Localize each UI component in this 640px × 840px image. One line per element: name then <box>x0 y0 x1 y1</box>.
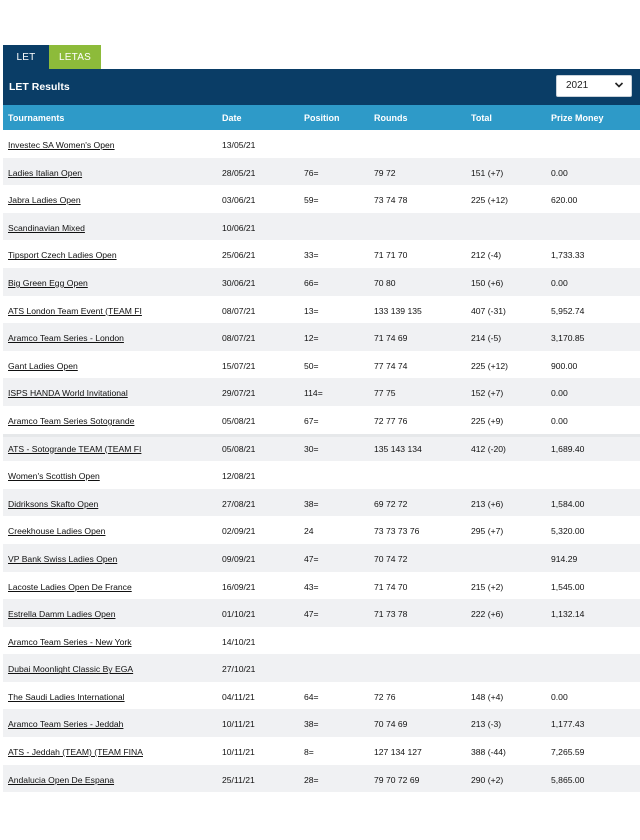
position-cell: 59= <box>304 195 319 206</box>
prize-money-cell: 5,952.74 <box>551 305 585 316</box>
tournament-link[interactable]: Creekhouse Ladies Open <box>8 526 106 537</box>
tournament-link[interactable]: Ladies Italian Open <box>8 167 83 178</box>
position-cell: 64= <box>304 691 319 702</box>
results-table-body <box>3 130 640 792</box>
tournament-link[interactable]: Andalucia Open De Espana <box>8 774 115 785</box>
table-row <box>3 158 640 186</box>
date-cell: 14/10/21 <box>222 636 256 647</box>
rounds-cell: 135 143 134 <box>374 443 422 454</box>
date-cell: 27/10/21 <box>222 664 256 675</box>
table-row <box>3 406 640 434</box>
total-cell: 295 (+7) <box>471 526 504 537</box>
prize-money-cell: 0.00 <box>551 388 568 399</box>
total-cell: 148 (+4) <box>471 691 504 702</box>
position-cell: 47= <box>304 553 319 564</box>
rounds-cell: 71 71 70 <box>374 250 408 261</box>
prize-money-cell: 900.00 <box>551 360 578 371</box>
column-header-rounds: Rounds <box>374 113 408 123</box>
total-cell: 151 (+7) <box>471 167 504 178</box>
tournament-link[interactable]: ATS - Sotogrande TEAM (TEAM FI <box>8 443 142 454</box>
table-row <box>3 378 640 406</box>
prize-money-cell: 0.00 <box>551 277 568 288</box>
tournament-link[interactable]: Jabra Ladies Open <box>8 195 81 206</box>
date-cell: 10/06/21 <box>222 222 256 233</box>
date-cell: 03/06/21 <box>222 195 256 206</box>
rounds-cell: 69 72 72 <box>374 498 408 509</box>
prize-money-cell: 1,584.00 <box>551 498 585 509</box>
year-select[interactable] <box>556 75 632 97</box>
position-cell: 76= <box>304 167 319 178</box>
position-cell: 50= <box>304 360 319 371</box>
position-cell: 38= <box>304 498 319 509</box>
position-cell: 38= <box>304 719 319 730</box>
table-row <box>3 351 640 379</box>
tournament-link[interactable]: VP Bank Swiss Ladies Open <box>8 553 118 564</box>
position-cell: 30= <box>304 443 319 454</box>
rounds-cell: 70 74 72 <box>374 553 408 564</box>
table-row <box>3 627 640 655</box>
date-cell: 02/09/21 <box>222 526 256 537</box>
date-cell: 13/05/21 <box>222 140 256 150</box>
tournament-link[interactable]: Aramco Team Series - Jeddah <box>8 719 124 730</box>
table-header <box>3 105 640 130</box>
date-cell: 08/07/21 <box>222 333 256 344</box>
tab-bar <box>3 45 101 69</box>
rounds-cell: 127 134 127 <box>374 747 422 758</box>
table-row <box>3 461 640 489</box>
tournament-link[interactable]: Aramco Team Series - New York <box>8 636 132 647</box>
total-cell: 212 (-4) <box>471 250 502 261</box>
column-header-tournaments: Tournaments <box>8 113 65 123</box>
rounds-cell: 70 80 <box>374 277 396 288</box>
date-cell: 05/08/21 <box>222 415 256 426</box>
tournament-link[interactable]: Gant Ladies Open <box>8 360 78 371</box>
date-cell: 04/11/21 <box>222 691 255 702</box>
prize-money-cell: 7,265.59 <box>551 747 585 758</box>
tournament-link[interactable]: ATS London Team Event (TEAM FI <box>8 305 142 316</box>
position-cell: 8= <box>304 747 314 758</box>
date-cell: 25/06/21 <box>222 250 256 261</box>
position-cell: 43= <box>304 581 319 592</box>
table-row <box>3 185 640 213</box>
total-cell: 215 (+2) <box>471 581 504 592</box>
date-cell: 29/07/21 <box>222 388 256 399</box>
prize-money-cell: 620.00 <box>551 195 578 206</box>
prize-money-cell: 1,132.14 <box>551 609 585 620</box>
prize-money-cell: 914.29 <box>551 553 578 564</box>
date-cell: 10/11/21 <box>222 719 255 730</box>
chevron-down-icon <box>614 80 624 90</box>
table-row <box>3 516 640 544</box>
position-cell: 47= <box>304 609 319 620</box>
column-header-position: Position <box>304 113 340 123</box>
total-cell: 225 (+9) <box>471 415 504 426</box>
date-cell: 09/09/21 <box>222 553 256 564</box>
table-row <box>3 737 640 765</box>
row-divider <box>3 434 640 437</box>
prize-money-cell: 1,733.33 <box>551 250 585 261</box>
column-header-date: Date <box>222 113 242 123</box>
prize-money-cell: 0.00 <box>551 415 568 426</box>
page-title: LET Results <box>9 81 70 93</box>
date-cell: 15/07/21 <box>222 360 256 371</box>
prize-money-cell: 5,320.00 <box>551 526 585 537</box>
table-row <box>3 572 640 600</box>
prize-money-cell: 0.00 <box>551 691 568 702</box>
table-row <box>3 489 640 517</box>
total-cell: 407 (-31) <box>471 305 506 316</box>
tournament-link[interactable]: Dubai Moonlight Classic By EGA <box>8 664 134 675</box>
prize-money-cell: 1,689.40 <box>551 443 585 454</box>
rounds-cell: 70 74 69 <box>374 719 408 730</box>
date-cell: 16/09/21 <box>222 581 256 592</box>
total-cell: 152 (+7) <box>471 388 504 399</box>
table-row <box>3 323 640 351</box>
table-row <box>3 599 640 627</box>
prize-money-cell: 1,177.43 <box>551 719 585 730</box>
rounds-cell: 72 76 <box>374 691 396 702</box>
tournament-link[interactable]: ISPS HANDA World Invitational <box>8 388 128 399</box>
tournament-link[interactable]: Women's Scottish Open <box>8 471 100 482</box>
column-header-prize-money: Prize Money <box>551 113 604 123</box>
rounds-cell: 72 77 76 <box>374 415 408 426</box>
tournament-link[interactable]: Tipsport Czech Ladies Open <box>8 250 117 261</box>
position-cell: 33= <box>304 250 319 261</box>
position-cell: 114= <box>304 388 323 399</box>
total-cell: 213 (-3) <box>471 719 502 730</box>
tab-let[interactable]: LET <box>3 45 49 69</box>
tournament-link[interactable]: Aramco Team Series - London <box>8 333 124 344</box>
prize-money-cell: 5,865.00 <box>551 774 585 785</box>
table-row <box>3 296 640 324</box>
total-cell: 225 (+12) <box>471 195 509 206</box>
position-cell: 24 <box>304 526 314 537</box>
tournament-link[interactable]: Investec SA Women's Open <box>8 140 115 150</box>
table-row <box>3 213 640 241</box>
total-cell: 225 (+12) <box>471 360 509 371</box>
tournament-link[interactable]: Didriksons Skafto Open <box>8 498 99 509</box>
tournament-link[interactable]: Big Green Egg Open <box>8 277 88 288</box>
results-header <box>3 69 640 105</box>
tab-letas[interactable]: LETAS <box>49 45 101 69</box>
total-cell: 214 (-5) <box>471 333 502 344</box>
rounds-cell: 77 74 74 <box>374 360 408 371</box>
date-cell: 28/05/21 <box>222 167 256 178</box>
position-cell: 12= <box>304 333 319 344</box>
rounds-cell: 77 75 <box>374 388 396 399</box>
position-cell: 13= <box>304 305 319 316</box>
date-cell: 10/11/21 <box>222 747 255 758</box>
table-row <box>3 240 640 268</box>
table-row <box>3 709 640 737</box>
tournament-link[interactable]: Scandinavian Mixed <box>8 222 85 233</box>
rounds-cell: 73 73 73 76 <box>374 526 420 537</box>
date-cell: 27/08/21 <box>222 498 256 509</box>
date-cell: 12/08/21 <box>222 471 256 482</box>
rounds-cell: 71 74 70 <box>374 581 408 592</box>
table-row <box>3 434 640 462</box>
position-cell: 67= <box>304 415 319 426</box>
table-row <box>3 765 640 793</box>
table-row <box>3 682 640 710</box>
total-cell: 412 (-20) <box>471 443 506 454</box>
prize-money-cell: 0.00 <box>551 167 568 178</box>
position-cell: 66= <box>304 277 319 288</box>
table-row <box>3 268 640 296</box>
column-header-total: Total <box>471 113 492 123</box>
total-cell: 290 (+2) <box>471 774 504 785</box>
rounds-cell: 71 73 78 <box>374 609 408 620</box>
total-cell: 150 (+6) <box>471 277 504 288</box>
year-select-value: 2021 <box>566 80 589 91</box>
tournament-link[interactable]: The Saudi Ladies International <box>8 691 125 702</box>
total-cell: 388 (-44) <box>471 747 506 758</box>
tournament-link[interactable]: ATS - Jeddah (TEAM) (TEAM FINA <box>8 747 143 758</box>
prize-money-cell: 3,170.85 <box>551 333 585 344</box>
rounds-cell: 73 74 78 <box>374 195 408 206</box>
total-cell: 222 (+6) <box>471 609 504 620</box>
tournament-link[interactable]: Aramco Team Series Sotogrande <box>8 415 135 426</box>
date-cell: 01/10/21 <box>222 609 256 620</box>
date-cell: 25/11/21 <box>222 774 255 785</box>
rounds-cell: 79 72 <box>374 167 396 178</box>
rounds-cell: 133 139 135 <box>374 305 422 316</box>
rounds-cell: 71 74 69 <box>374 333 408 344</box>
tournament-link[interactable]: Estrella Damm Ladies Open <box>8 609 116 620</box>
date-cell: 08/07/21 <box>222 305 256 316</box>
table-row <box>3 654 640 682</box>
table-row <box>3 130 640 158</box>
position-cell: 28= <box>304 774 319 785</box>
rounds-cell: 79 70 72 69 <box>374 774 420 785</box>
date-cell: 30/06/21 <box>222 277 256 288</box>
date-cell: 05/08/21 <box>222 443 256 454</box>
prize-money-cell: 1,545.00 <box>551 581 585 592</box>
table-row <box>3 544 640 572</box>
tournament-link[interactable]: Lacoste Ladies Open De France <box>8 581 132 592</box>
total-cell: 213 (+6) <box>471 498 504 509</box>
